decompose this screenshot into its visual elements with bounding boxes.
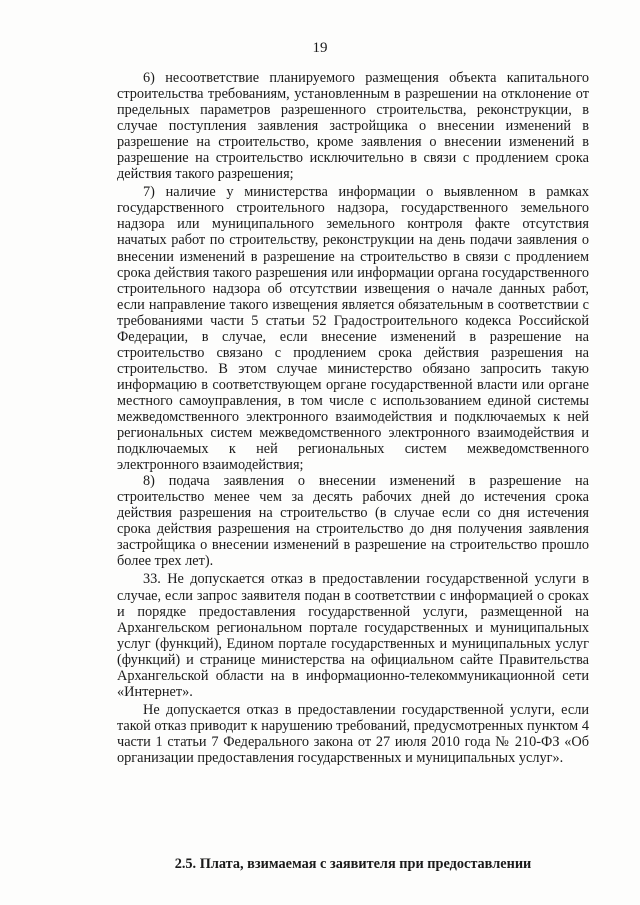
paragraph-33: 33. Не допускается отказ в предоставлении государственной услуги в случае, если запрос заявителя подан в соответствии с информацией о сроках и порядке предоставления государственной услуги, размещенной на Архангельском региональном портале государственных и муниципальных услуг (функций), Едином портале государственных и муниципальных услуг (функций) и странице министерства на официальном сайте Правительства Архангельской области на в информационно-телекоммуникационной сети «Интернет». xyxy=(117,571,589,700)
page-number: 19 xyxy=(312,40,328,56)
document-body xyxy=(117,70,589,766)
paragraph-item-8: 8) подача заявления о внесении изменений в разрешение на строительство менее чем за десять рабочих дней до истечения срока действия разрешения на строительство (в случае если со дня истечения срока действия разрешения на строительство до дня получения заявления застройщика о внесении изменений в разрешение на строительство прошло более трех лет). xyxy=(117,473,589,570)
paragraph-no-refusal: Не допускается отказ в предоставлении государственной услуги, если такой отказ приводит к нарушению требований, предусмотренных пунктом 4 части 1 статьи 7 Федерального закона от 27 июля 2010 года № 210-ФЗ «Об организации предоставления государственных и муниципальных услуг». xyxy=(117,701,589,766)
paragraph-item-7: 7) наличие у министерства информации о выявленном в рамках государственного строительного надзора, государственного земельного надзора или муниципального земельного контроля факте отсутствия начатых работ по строительству, реконструкции на день подачи заявления о внесении изменений в разрешение на строительство в связи с продлением срока действия такого разрешения или информации органа государственного строительного надзора об отсутствии извещения о начале данных работ, если направление такого извещения является обязательным в соответствии с требованиями части 5 статьи 52 Градостроительного кодекса Российской Федерации, в случае, если внесение изменений в разрешение на строительство связано с продлением срока действия разрешения на строительство. В этом случае министерство обязано запросить такую информацию в соответствующем органе государственной власти или органе местного самоуправления, в том числе с использованием единой системы межведомственного электронного взаимодействия и подключаемых к ней региональных систем межведомственного электронного взаимодействия и подключаемых к ней региональных систем межведомственного электронного взаимодействия; xyxy=(117,184,589,474)
section-heading: 2.5. Плата, взимаемая с заявителя при предоставлении xyxy=(174,856,532,872)
paragraph-item-6: 6) несоответствие планируемого размещения объекта капитального строительства требованиям, установленным в разрешении на отклонение от предельных параметров разрешенного строительства, реконструкции, в случае поступления заявления застройщика о внесении изменений в разрешение на строительство, кроме заявления о внесении изменений в разрешение на строительство исключительно в связи с продлением срока действия такого разрешения; xyxy=(117,70,589,183)
